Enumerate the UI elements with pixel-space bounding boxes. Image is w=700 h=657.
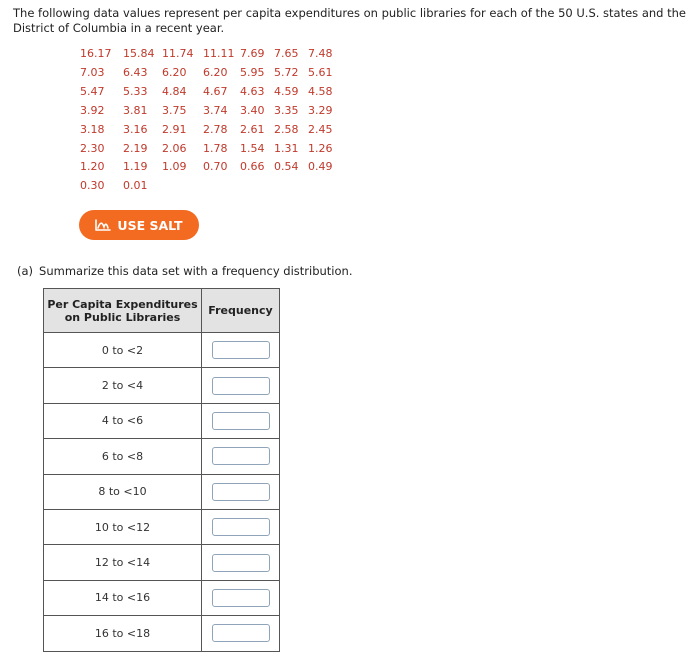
data-value: 4.59 (274, 84, 299, 98)
data-row (77, 102, 338, 121)
data-value: 0.66 (240, 160, 265, 174)
data-row (77, 83, 338, 102)
data-value: 2.58 (274, 122, 299, 136)
frequency-row (44, 403, 280, 438)
data-value: 3.16 (123, 122, 148, 136)
data-value: 1.31 (274, 141, 299, 155)
frequency-row (44, 580, 280, 615)
interval-label: 16 to <18 (44, 616, 202, 651)
frequency-row (44, 439, 280, 474)
frequency-row (44, 474, 280, 509)
question-part-label: (a) (17, 264, 34, 278)
frequency-cell (202, 509, 280, 544)
interval-label: 4 to <6 (44, 403, 202, 438)
interval-label: 8 to <10 (44, 474, 202, 509)
data-row (77, 177, 338, 196)
frequency-row (44, 509, 280, 544)
data-value: 0.01 (123, 179, 148, 193)
data-value: 3.75 (162, 103, 187, 117)
data-value: 16.17 (80, 47, 112, 60)
data-value: 3.92 (80, 103, 105, 117)
data-value: 0.30 (80, 179, 105, 193)
data-value: 7.69 (240, 47, 265, 60)
data-value: 4.58 (308, 84, 333, 98)
frequency-column-header: Frequency (202, 289, 280, 333)
frequency-cell (202, 333, 280, 368)
interval-label: 10 to <12 (44, 509, 202, 544)
data-row (77, 45, 338, 64)
data-value: 5.33 (123, 84, 148, 98)
data-value: 1.09 (162, 160, 187, 174)
data-value: 2.19 (123, 141, 148, 155)
frequency-input[interactable] (212, 483, 270, 501)
frequency-row (44, 368, 280, 403)
data-value: 0.70 (203, 160, 228, 174)
data-value: 6.43 (123, 65, 148, 79)
data-value: 2.61 (240, 122, 265, 136)
data-value: 11.11 (203, 47, 235, 60)
data-value: 5.72 (274, 65, 299, 79)
data-value: 4.84 (162, 84, 187, 98)
data-value: 3.35 (274, 103, 299, 117)
data-value: 1.54 (240, 141, 265, 155)
frequency-cell (202, 545, 280, 580)
data-value: 0.54 (274, 160, 299, 174)
frequency-input[interactable] (212, 341, 270, 359)
data-value: 2.78 (203, 122, 228, 136)
data-value: 4.63 (240, 84, 265, 98)
data-value: 1.19 (123, 160, 148, 174)
data-value: 5.95 (240, 65, 265, 79)
frequency-row (44, 333, 280, 368)
data-value: 5.61 (308, 65, 333, 79)
frequency-row (44, 545, 280, 580)
frequency-cell (202, 439, 280, 474)
data-value: 6.20 (162, 65, 187, 79)
use-salt-button[interactable] (79, 210, 199, 240)
data-row (77, 64, 338, 83)
frequency-cell (202, 474, 280, 509)
frequency-cell (202, 368, 280, 403)
data-value: 7.03 (80, 65, 105, 79)
data-row (77, 121, 338, 140)
problem-intro: The following data values represent per capita expenditures on public libraries for each of the 50 U.S. states and the District of Columbia in a recent year. (13, 6, 686, 35)
frequency-input[interactable] (212, 624, 270, 642)
data-value: 4.67 (203, 84, 228, 98)
data-value: 11.74 (162, 47, 194, 60)
data-value: 1.78 (203, 141, 228, 155)
frequency-input[interactable] (212, 412, 270, 430)
data-value: 15.84 (123, 47, 155, 60)
frequency-input[interactable] (212, 554, 270, 572)
interval-column-header: Per Capita Expenditures on Public Libraries (44, 289, 202, 333)
data-value: 3.74 (203, 103, 228, 117)
frequency-input[interactable] (212, 447, 270, 465)
data-row (77, 140, 338, 159)
data-value: 5.47 (80, 84, 105, 98)
frequency-input[interactable] (212, 377, 270, 395)
data-value: 7.65 (274, 47, 299, 60)
data-value: 3.29 (308, 103, 333, 117)
data-value: 3.18 (80, 122, 105, 136)
data-row (77, 158, 338, 177)
data-values-table (77, 45, 338, 196)
frequency-input[interactable] (212, 589, 270, 607)
use-salt-label: USE SALT (117, 217, 183, 233)
frequency-input[interactable] (212, 518, 270, 536)
data-value: 2.91 (162, 122, 187, 136)
frequency-cell (202, 616, 280, 651)
frequency-cell (202, 403, 280, 438)
interval-label: 12 to <14 (44, 545, 202, 580)
data-value: 2.06 (162, 141, 187, 155)
data-value: 3.81 (123, 103, 148, 117)
interval-label: 2 to <4 (44, 368, 202, 403)
data-value: 7.48 (308, 47, 333, 60)
data-value: 2.45 (308, 122, 333, 136)
salt-chart-icon (95, 218, 111, 232)
data-value: 2.30 (80, 141, 105, 155)
frequency-distribution-table (43, 288, 280, 652)
data-value: 0.49 (308, 160, 333, 174)
data-value: 6.20 (203, 65, 228, 79)
frequency-row (44, 616, 280, 651)
question-a (17, 264, 352, 278)
interval-label: 6 to <8 (44, 439, 202, 474)
data-value: 1.20 (80, 160, 105, 174)
interval-label: 0 to <2 (44, 333, 202, 368)
data-value: 3.40 (240, 103, 265, 117)
frequency-cell (202, 580, 280, 615)
data-value: 1.26 (308, 141, 333, 155)
interval-label: 14 to <16 (44, 580, 202, 615)
question-text: Summarize this data set with a frequency distribution. (39, 264, 353, 278)
